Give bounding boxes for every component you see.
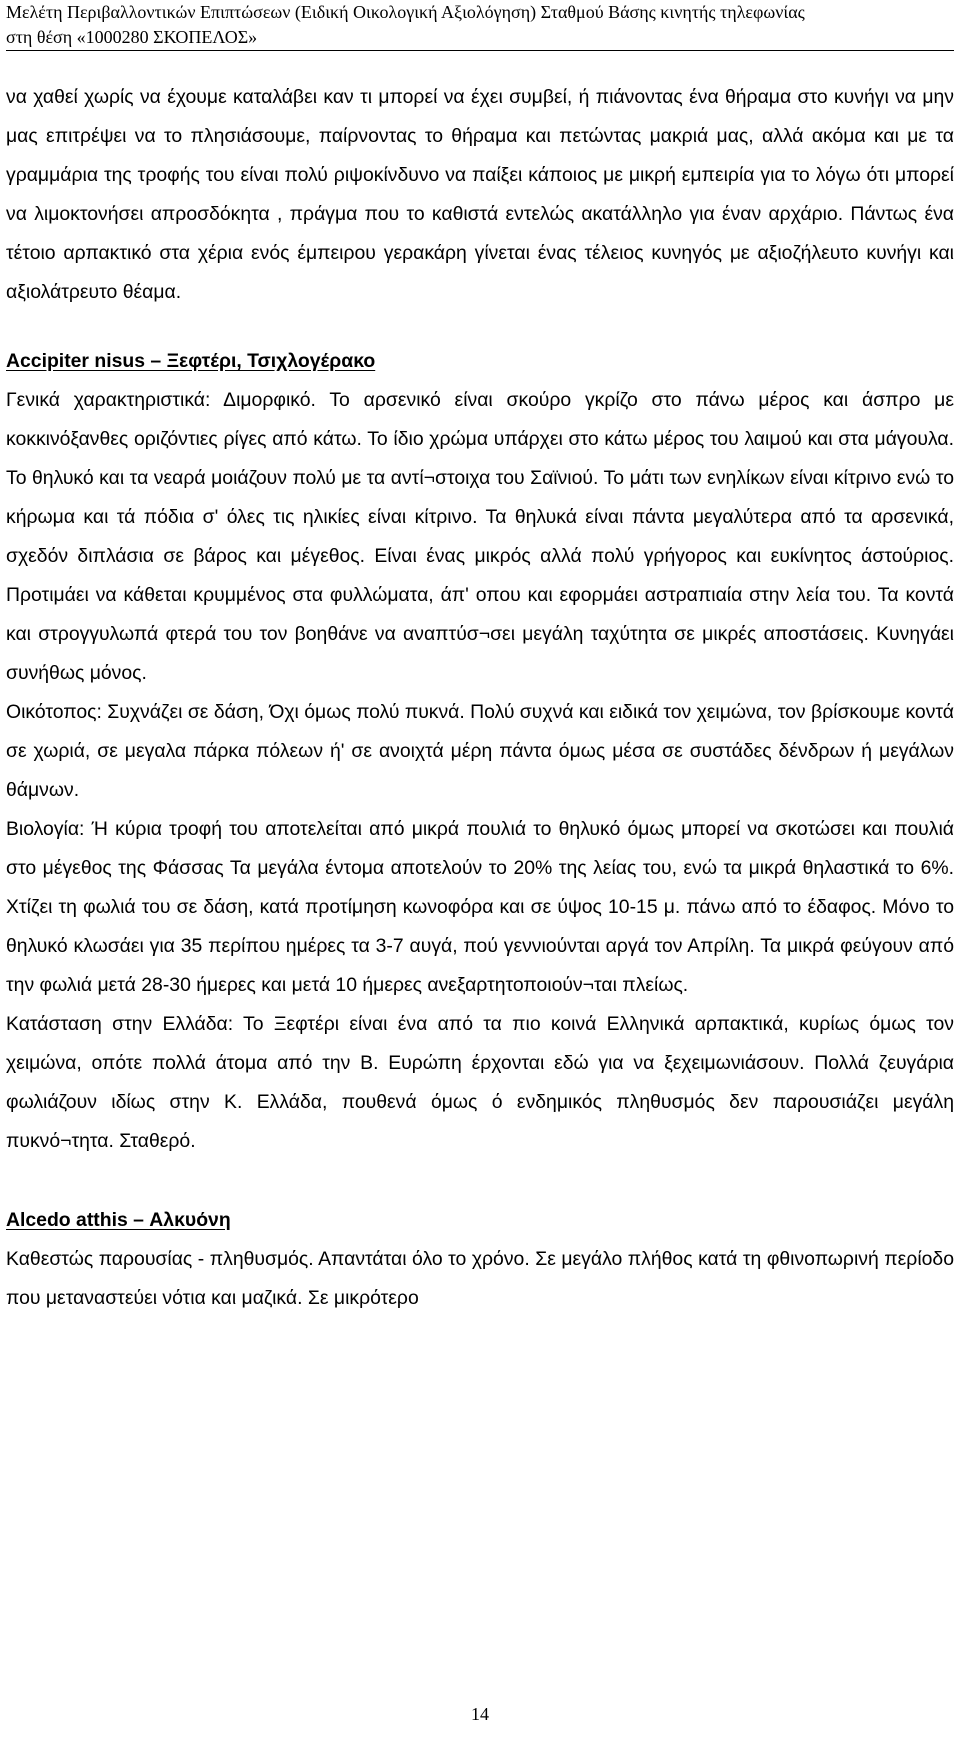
section-accipiter-nisus [6,342,954,1161]
header-location-line: στη θέση «1000280 ΣΚΟΠΕΛΟΣ» [6,27,258,47]
section-alcedo-atthis [6,1201,954,1318]
general-characteristics-paragraph: Γενικά χαρακτηριστικά: Διμορφικό. Το αρσενικό είναι σκούρο γκρίζο στο πάνω μέρος και άσπρο με κοκκινόξανθες οριζόντιες ρίγες από κάτω. Το ίδιο χρώμα υπάρχει στο κάτω μέρος του λαιμού και στα μάγουλα. Το θηλυκό και τα νεαρά μοιάζουν πολύ με τα αντί¬στοιχα του Σαϊνιού. Το μάτι των ενηλίκων είναι κίτρινο ενώ το κήρωμα και τά πόδια σ' όλες τις ηλικίες είναι κίτρινο. Τα θηλυκά είναι πάντα μεγαλύτερα από τα αρσενικά, σχεδόν διπλάσια σε βάρος και μέγεθος. Είναι ένας μικρός αλλά πολύ γρήγορος και ευκίνητος άστούριος. Προτιμάει να κάθεται κρυμμένος στα φυλλώματα, άπ' οπου και εφορμάει αστραπιαία στην λεία του. Τα κοντά και στρογγυλωπά φτερά του τον βοηθάνε να αναπτύσ¬σει μεγάλη ταχύτητα σε μικρές αποστάσεις. Κυνηγάει συνήθως μόνος. [6,389,954,684]
document-body [6,78,954,1318]
section-heading: Alcedo atthis – Αλκυόνη [6,1209,231,1231]
section-spacer [6,312,954,342]
intro-paragraph: να χαθεί χωρίς να έχουμε καταλάβει καν τι μπορεί να έχει συμβεί, ή πιάνοντας ένα θήραμα στο κυνήγι να μην μας επιτρέψει να το πλησιάσουμε, παίρνοντας το θήραμα και πετώντας μακριά μας, αλλά ακόμα και με τα γραμμάρια της τροφής του είναι πολύ ριψοκίνδυνο να παίξει κάποιος με μικρή εμπειρία για το λόγω ότι μπορεί να λιμοκτονήσει απροσδόκητα , πράγμα που το καθιστά εντελώς ακατάλληλο για έναν αρχάριο. Πάντως ένα τέτοιο αρπακτικό στα χέρια ενός έμπειρου γερακάρη γίνεται ένας τέλειος κυνηγός με αξιοζήλευτο κυνήγι και αξιολάτρευτο θέαμα. [6,86,954,303]
running-header [6,0,956,50]
habitat-paragraph: Οικότοπος: Συχνάζει σε δάση, Όχι όμως πολύ πυκνά. Πολύ συχνά και ειδικά τον χειμώνα, τον βρίσκουμε κοντά σε χωριά, σε μεγαλα πάρκα πόλεων ή' σε ανοιχτά μέρη πάντα όμως μέσα σε συστάδες δένδρων ή μεγάλων θάμνων. [6,701,954,801]
section-spacer [6,1161,954,1201]
header-title-line: Μελέτη Περιβαλλοντικών Επιπτώσεων (Ειδική Οικολογική Αξιολόγηση) Σταθμού Βάσης κινητής τηλεφωνίας [6,2,805,22]
status-in-greece-paragraph: Κατάσταση στην Ελλάδα: Το Ξεφτέρι είναι ένα από τα πιο κοινά Ελληνικά αρπακτικά, κυρίως όμως τον χειμώνα, οπότε πολλά άτομα από την Β. Ευρώπη έρχονται εδώ για να ξεχειμωνιάσουν. Πολλά ζευγάρια φωλιάζουν ιδίως στην Κ. Ελλάδα, πουθενά όμως ό ενδημικός πληθυσμός δεν παρουσιάζει μεγάλη πυκνό¬τητα. Σταθερό. [6,1013,954,1152]
biology-paragraph: Βιολογία: Ή κύρια τροφή του αποτελείται από μικρά πουλιά το θηλυκό όμως μπορεί να σκοτώσει και πουλιά στο μέγεθος της Φάσσας Τα μεγάλα έντομα αποτελούν το 20% της λείας του, ενώ τα μικρά θηλαστικά το 6%. Χτίζει τη φωλιά του σε δάση, κατά προτίμηση κωνοφόρα και σε ύψος 10-15 μ. πάνω από το έδαφος. Μόνο το θηλυκό κλωσάει για 35 περίπου ημέρες τα 3-7 αυγά, πού γεννιούνται αργά τον Απρίλη. Τα μικρά φεύγουν από την φωλιά μετά 28-30 ήμερες και μετά 10 ήμερες ανεξαρτητοποιούν¬ται πλείως. [6,818,954,996]
presence-status-paragraph: Καθεστώς παρουσίας - πληθυσμός. Απαντάται όλο το χρόνο. Σε μεγάλο πλήθος κατά τη φθινοπωρινή περίοδο που μεταναστεύει νότια και μαζικά. Σε μικρότερο [6,1248,954,1309]
header-divider [6,50,954,51]
section-heading: Accipiter nisus – Ξεφτέρι, Τσιχλογέρακο [6,350,376,372]
page-number: 14 [471,1704,489,1724]
